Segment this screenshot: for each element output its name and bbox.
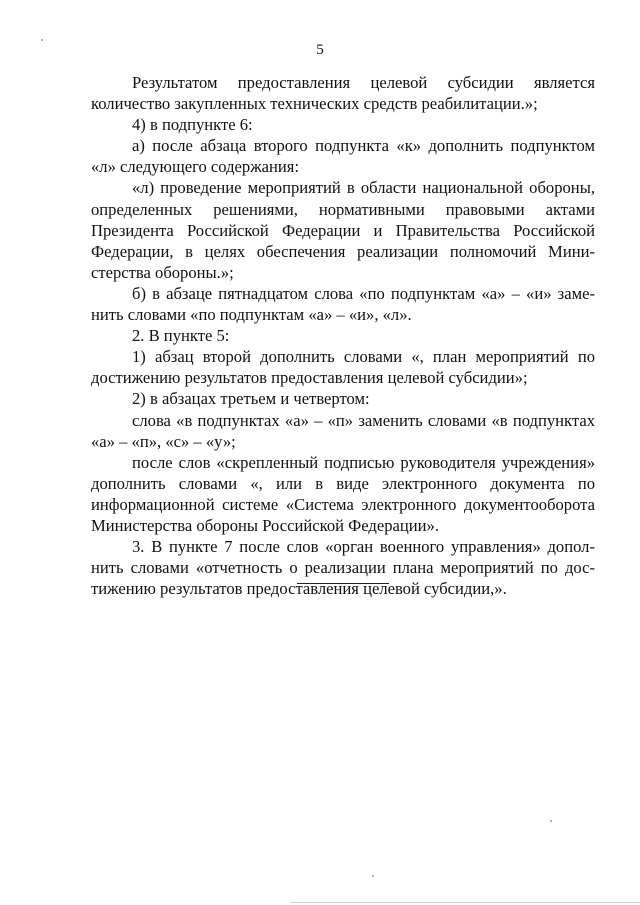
paragraph-item-2-heading: 2. В пункте 5: bbox=[132, 326, 230, 346]
scan-speck bbox=[41, 39, 43, 41]
paragraph-item-2-1: 1) абзац второй дополнить словами «, план мероприятий по достижению результатов предоставления целевой субсидии»; bbox=[91, 347, 595, 388]
scan-speck bbox=[372, 875, 374, 877]
paragraph-item-4b: б) в абзаце пятнадцатом слова «по подпунктам «а» – «и» заменить словами «по подпунктам «а» – «и», «л». bbox=[91, 283, 595, 325]
document-body bbox=[91, 72, 595, 599]
scan-speck bbox=[550, 820, 552, 822]
paragraph-after-words: после слов «скрепленный подписью руководителя учреждения» дополнить словами «, или в виде электронного документа по информационной системе «Система электронного документооборота Министерства обороны Российской Федерации». bbox=[91, 452, 595, 535]
paragraph-item-3: 3. В пункте 7 после слов «орган военного управления» дополнить словами «отчетность о реализации плана мероприятий по достижению результатов предоставления целевой субсидии,». bbox=[91, 537, 595, 599]
end-of-text-rule bbox=[297, 583, 389, 584]
paragraph-item-4a: а) после абзаца второго подпункта «к» дополнить подпунктом «л» следующего содержания: bbox=[91, 136, 595, 177]
paragraph-subitem-l-text: «л) проведение мероприятий в области национальной обороны, определенных решениями, нормативными правовыми актами Президента Российской Федерации и Правительства Российской Федерации, в целях обеспечения реализации полномочий Министерства обороны.»; bbox=[91, 178, 595, 282]
scan-edge-line bbox=[290, 902, 640, 903]
paragraph-result-definition: Результатом предоставления целевой субсидии является количество закупленных технических средств реабилитации.»; bbox=[91, 73, 595, 114]
paragraph-item-4-heading: 4) в подпункте 6: bbox=[132, 115, 253, 135]
paragraph-item-2-2: 2) в абзацах третьем и четвертом: bbox=[132, 389, 370, 409]
page-number: 5 bbox=[316, 42, 324, 58]
paragraph-words-replacement: слова «в подпунктах «а» – «п» заменить словами «в подпунктах «а» – «п», «с» – «у»; bbox=[91, 410, 595, 451]
